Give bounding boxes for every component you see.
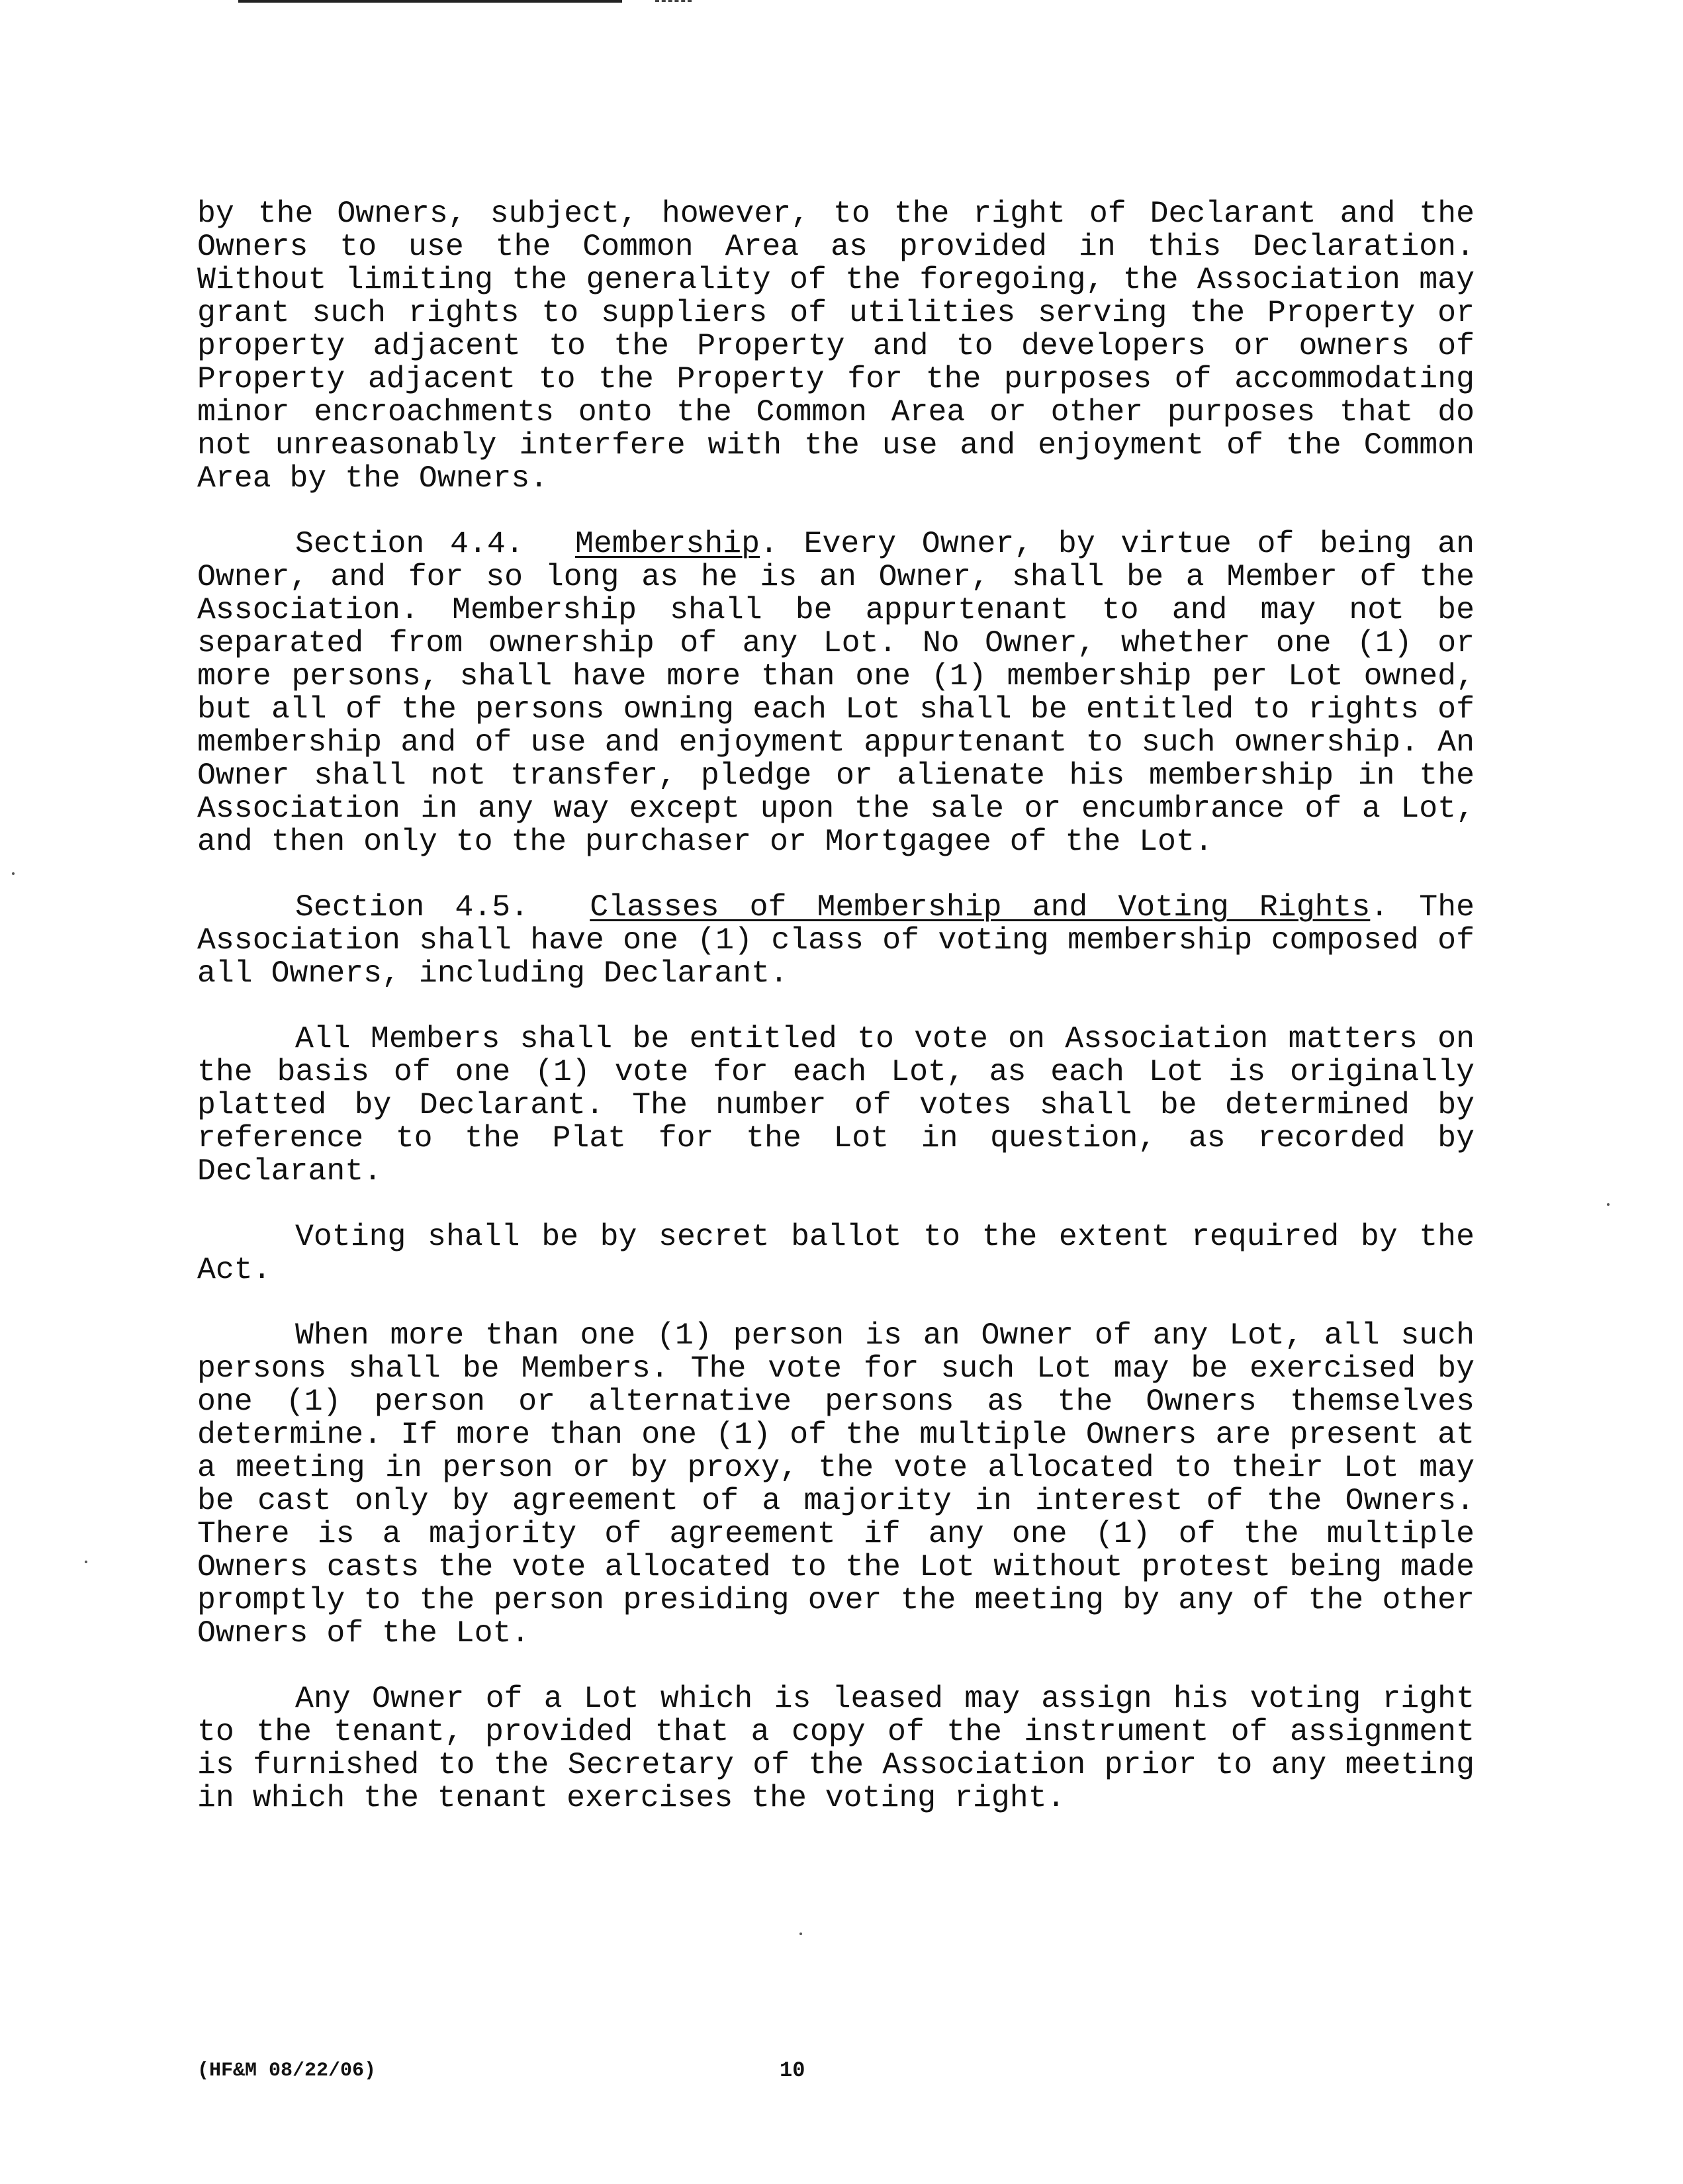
section-4-4-number: Section 4.4.	[295, 526, 524, 561]
top-edge-dash	[655, 0, 692, 4]
multiple-owners-paragraph: When more than one (1) person is an Owner of any Lot, all such persons shall be Members. The vote for such Lot may be exercised by one (1) person or alternative persons as the Owners themselves determine. If more than one (1) of the multiple Owners are present at a meeting in person or by proxy, the vote allocated to their Lot may be cast only by agreement of a majority in interest of the Owners. There is a majority of agreement if any one (1) of the multiple Owners casts the vote allocated to the Lot without protest being made promptly to the person presiding over the meeting by any of the other Owners of the Lot.	[197, 1318, 1475, 1651]
voting-basis-paragraph: All Members shall be entitled to vote on Association matters on the basis of one (1) vote for each Lot, as each Lot is originally platted by Declarant. The number of votes shall be determined by reference to the Plat for the Lot in question, as recorded by Declarant.	[197, 1021, 1475, 1189]
scan-speck	[1607, 1203, 1610, 1206]
scan-speck	[12, 872, 15, 875]
footer-document-code: (HF&M 08/22/06)	[197, 2060, 377, 2082]
footer-page-number: 10	[780, 2058, 805, 2083]
scan-speck	[85, 1561, 87, 1563]
section-4-5-number: Section 4.5.	[295, 889, 529, 925]
section-4-5-body: . The Association shall have one (1) class of voting membership composed of all Owners, including Declarant.	[197, 889, 1475, 991]
section-4-5-paragraph	[197, 891, 1475, 990]
section-4-4-body: . Every Owner, by virtue of being an Owner, and for so long as he is an Owner, shall be a Member of the Association. Membership shall be appurtenant to and may not be separated from ownership of any Lot. No Owner, whether one (1) or more persons, shall have more than one (1) membership per Lot owned, but all of the persons owning each Lot shall be entitled to rights of membership and of use and enjoyment appurtenant to such ownership. An Owner shall not transfer, pledge or alienate his membership in the Association in any way except upon the sale or encumbrance of a Lot, and then only to the purchaser or Mortgagee of the Lot.	[197, 526, 1475, 859]
scan-speck	[799, 1933, 802, 1935]
continuation-paragraph: by the Owners, subject, however, to the right of Declarant and the Owners to use the Common Area as provided in this Declaration. Without limiting the generality of the foregoing, the Association may grant such rights to suppliers of utilities serving the Property or property adjacent to the Property and to developers or owners of Property adjacent to the Property for the purposes of accommodating minor encroachments onto the Common Area or other purposes that do not unreasonably interfere with the use and enjoyment of the Common Area by the Owners.	[197, 196, 1475, 496]
top-edge-rule	[238, 0, 622, 3]
secret-ballot-paragraph: Voting shall be by secret ballot to the extent required by the Act.	[197, 1219, 1475, 1287]
section-4-4-paragraph	[197, 527, 1475, 858]
document-body	[197, 197, 1475, 1847]
leased-lot-paragraph: Any Owner of a Lot which is leased may assign his voting right to the tenant, provided that a copy of the instrument of assignment is furnished to the Secretary of the Association prior to any meeting in which the tenant exercises the voting right.	[197, 1681, 1475, 1815]
section-4-5-title: Classes of Membership and Voting Rights	[590, 889, 1371, 925]
section-4-4-title: Membership	[574, 526, 760, 561]
